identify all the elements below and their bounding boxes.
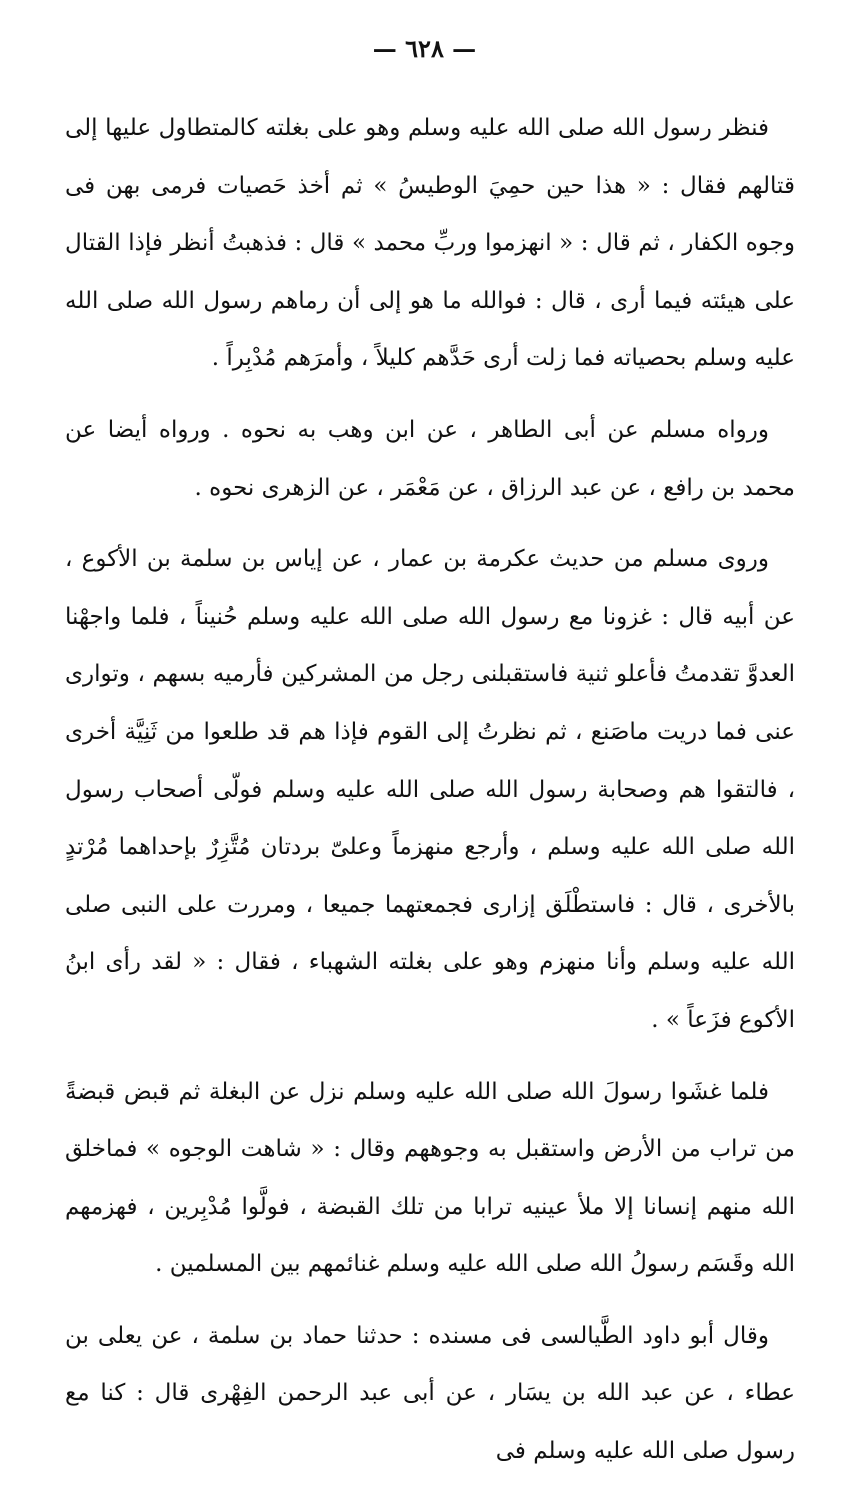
page-number: — ٦٢٨ — [372,34,477,63]
page-body [65,100,795,1495]
paragraph-tayalisi-narration: وقال أبو داود الطَّيالسى فى مسنده : حدثنا حماد بن سلمة ، عن يعلى بن عطاء ، عن عبد الله بن يسَار ، عن أبى عبد الرحمن الفِهْرى قال : كنا مع رسول صلى الله عليه وسلم فى [65,1322,795,1465]
paragraph-shahat-al-wujuh: فلما غشَوا رسولَ الله صلى الله عليه وسلم نزل عن البغلة ثم قبض قبضةً من تراب من الأرض واستقبل به وجوههم وقال : « شاهت الوجوه » فماخلق الله منهم إنسانا إلا ملأ عينيه ترابا من تلك القبضة ، فولَّوا مُدْبِرين ، فهزمهم الله وقَسَم رسولُ الله صلى الله عليه وسلم غنائمهم بين المسلمين . [65,1078,795,1278]
paragraph-muslim-narration: ورواه مسلم عن أبى الطاهر ، عن ابن وهب به نحوه . ورواه أيضا عن محمد بن رافع ، عن عبد الرزاق ، عن مَعْمَر ، عن الزهرى نحوه . [65,416,795,501]
paragraph-ibn-al-akwa-hadith: وروى مسلم من حديث عكرمة بن عمار ، عن إياس بن سلمة بن الأكوع ، عن أبيه قال : غزونا مع رسول الله صلى الله عليه وسلم حُنيناً ، فلما واجهْنا العدوَّ تقدمتُ فأعلو ثنية فاستقبلنى رجل من المشركين فأرميه بسهم ، وتوارى عنى فما دريت ماصَنع ، ثم نظرتُ إلى القوم فإذا هم قد طلعوا من ثَنِيَّة أخرى ، فالتقوا هم وصحابة رسول الله صلى الله عليه وسلم فولّى أصحاب رسول الله صلى الله عليه وسلم ، وأرجع منهزماً وعلىّ بردتان مُتَّزِرٌ بإحداهما مُرْتدٍ بالأخرى ، قال : فاستطْلَق إزارى فجمعتهما جميعا ، ومررت على النبى صلى الله عليه وسلم وأنا منهزم وهو على بغلته الشهباء ، فقال : « لقد رأى ابنُ الأكوع فزَعاً » . [65,546,795,1033]
paragraph-battle-narration: فنظر رسول الله صلى الله عليه وسلم وهو على بغلته كالمتطاول عليها إلى قتالهم فقال : « هذا حين حمِيَ الوطيسُ » ثم أخذ حَصيات فرمى بهن فى وجوه الكفار ، ثم قال : « انهزموا وربِّ محمد » قال : فذهبتُ أنظر فإذا القتال على هيئته فيما أرى ، قال : فوالله ما هو إلى أن رماهم رسول الله صلى الله عليه وسلم بحصياته فما زلت أرى حَدَّهم كليلاً ، وأمرَهم مُدْبِراً . [65,115,795,372]
